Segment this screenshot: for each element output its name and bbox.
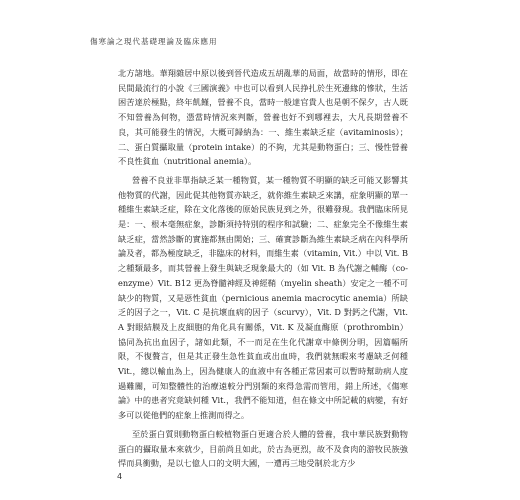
page-number: 4 bbox=[117, 472, 123, 481]
body-text bbox=[118, 66, 408, 471]
paragraph-protein: 至於蛋白質則動物蛋白較植物蛋白更適合於人體的營養，我中華民族對動物蛋白的攝取量本來就少，目前尚且如此，於古為更烈，故不及食肉的游牧民族強悍而具衝動，是以七億人口的文明大國，一遭再三地受制於北方少 bbox=[118, 428, 408, 469]
paragraph-malnutrition: 營養不良並非單指缺乏某一種物質，某一種物質不明顯的缺乏可能又影響其他物質的代謝，因此促其他物質亦缺乏，就你維生素缺乏來講，症象明顯的單一種維生素缺乏症，除在文化落後的原始民族見到之外，很難發現。我們臨床所見是：一、根本毫無症象，診斷須持特別的程序和試驗；二、症象完全不像維生素缺乏症，當然診斷的實施都無由開始；三、確實診斷為維生素缺乏病在內科學所論及者，都為極度缺乏，非臨床的材料，而維生素（vitamin, Vit.）中以 Vit. B 之種類最多，而其營養上發生與缺乏現象最大的（如 Vit. B 為代謝之輔酶（co-enzyme）Vit. B12 更為脊髓神經及神經鞘（myelin sheath）安定之一種不可缺少的物質，又是惡性貧血（pernicious anemia macrocytic anemia）所缺乏的因子之一，Vit. C 是抗壞血病的因子（scurvy），Vit. D 對鈣之代謝，Vit. A 對眼結膜及上皮細胞的角化具有關係，Vit. K 及凝血酶原（prothrombin）協同為抗出血因子，諸如此類，不一而足在生化代謝章中條例分明，因篇幅所限，不復贅言，但是其正發生急性貧血或出血時，我們就無暇來考慮缺乏何種 Vit.，總以輸血為上，因為健康人的血液中有各種正常因素可以暫時幫助病人度過難關，可知整體性的治療遠較分門別類的來得急需而管用，錯上所述，《傷寒論》中的患者究竟缺何種 Vit.，我們不能知道，但在條文中所記載的病變，有好多可以從他們的症象上推測而得之。 bbox=[118, 174, 408, 421]
running-header: 傷寒論之現代基礎理論及臨床應用 bbox=[90, 37, 218, 46]
paragraph-continuation: 北方諸地。華翔雜居中原以後到晉代造成五胡亂華的局面，故當時的情形，即在民間最流行的小說《三國演義》中也可以看到人民挣扎於生死邊緣的慘狀，生活困苦達於極點，終年飢饉，營養不良，當時一般達官貴人也是朝不保夕，古人既不知營養為何物，憑當時情況來判斷，營養也好不到哪裡去，大凡長期營養不良，其可能發生的情況，大概可歸納為：一、維生素缺乏症（avitaminosis）；二、蛋白質攝取量（protein intake）的不夠，尤其是動物蛋白；三、慢性營養不良性貧血（nutritional anemia）。 bbox=[118, 68, 408, 167]
